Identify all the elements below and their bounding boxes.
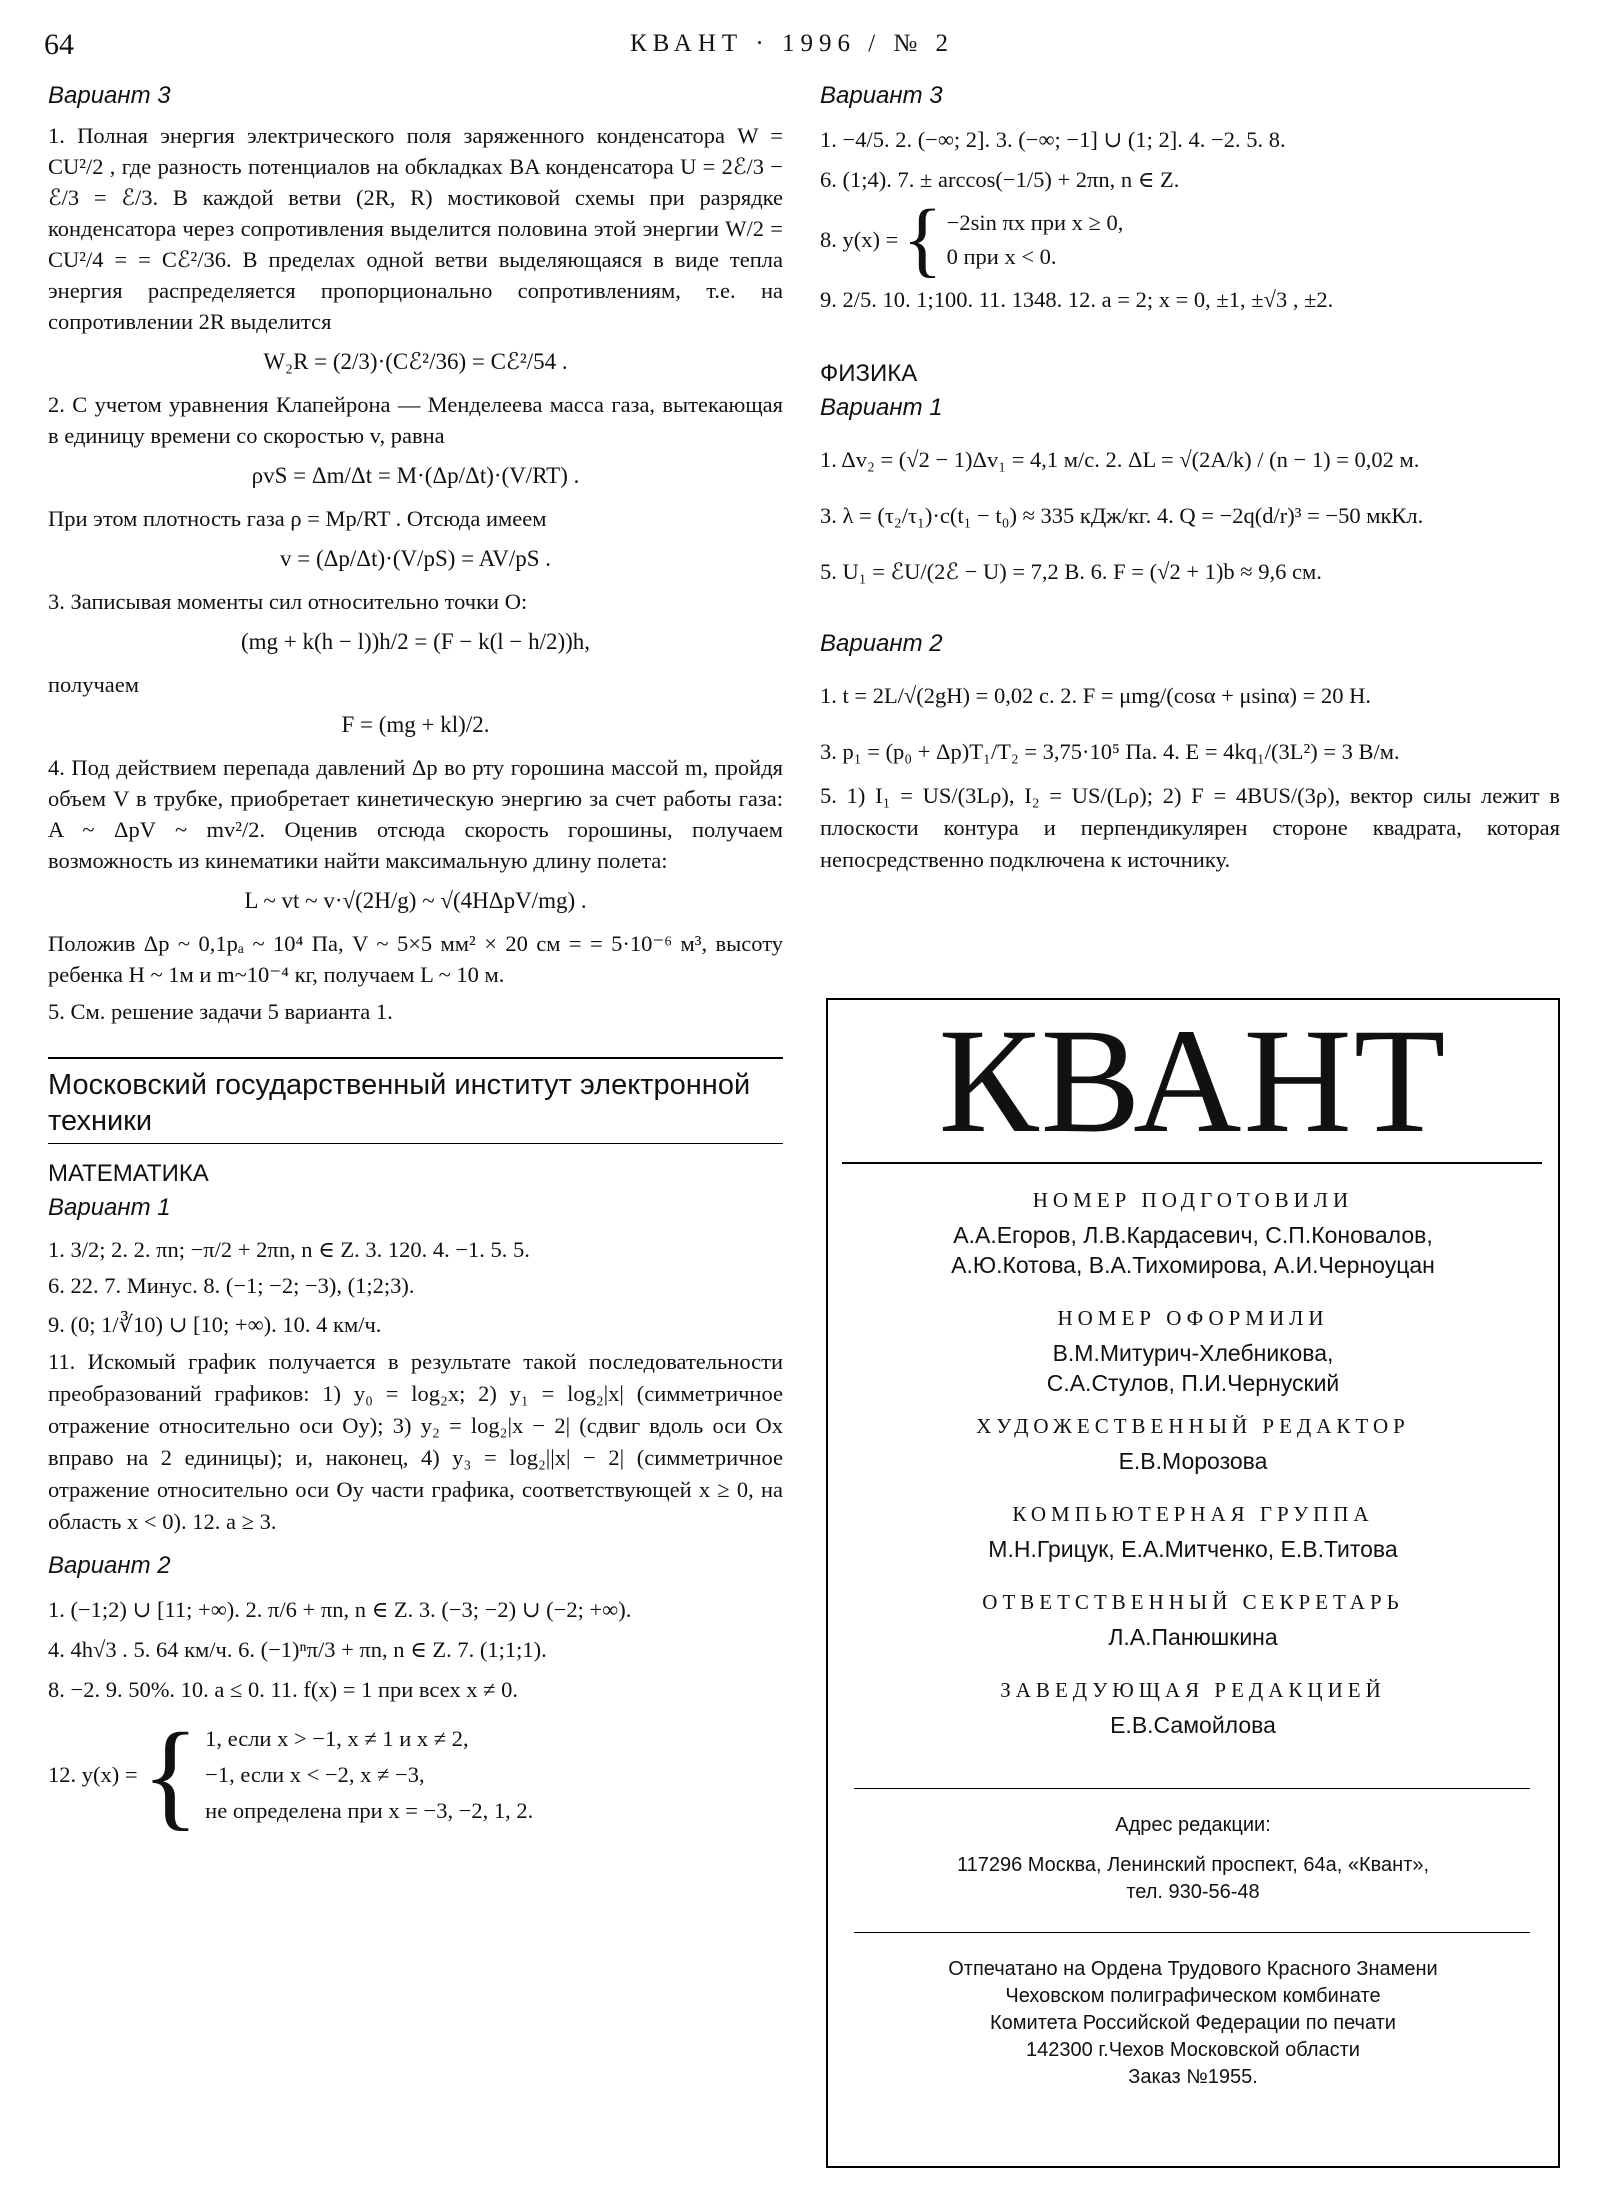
address-top-rule	[854, 1788, 1530, 1789]
kvant-logo: КВАНТ	[938, 998, 1448, 1164]
math-v2-12-case-1: 1, если x > −1, x ≠ 1 и x ≠ 2,	[205, 1726, 469, 1751]
institute-bottom-rule	[48, 1143, 783, 1144]
right-column	[820, 82, 1560, 882]
math-v2-12-case-2: −1, если x < −2, x ≠ −3,	[205, 1762, 425, 1787]
physics-v1-line-3: 5. U₁ = ℰU/(2ℰ − U) = 7,2 В. 6. F = (√2 + 1)b ≈ 9,6 см.	[820, 559, 1322, 584]
formula-moments: (mg + k(h − l))h/2 = (F − k(l − h/2))h,	[240, 629, 591, 654]
address-line-1: 117296 Москва, Ленинский проспект, 64а, «Квант»,	[956, 1854, 1430, 1876]
address-title: Адрес редакции:	[1115, 1814, 1271, 1836]
formula-length: L ~ vt ~ v·√(2H/g) ~ √(4HΔpV/mg) .	[244, 888, 587, 913]
institute-title: Московский государственный институт электронной техники	[48, 1069, 751, 1137]
physics-v2-line-1: 1. t = 2L/√(2gH) = 0,02 с. 2. F = μmg/(cosα + μsinα) = 20 Н.	[820, 683, 1371, 708]
credits-designed-names-1: В.М.Митурич-Хлебникова,	[1052, 1340, 1334, 1366]
math-v3-line-2: 6. (1;4). 7. ± arccos(−1/5) + 2πn, n ∈ Z.	[820, 167, 1180, 192]
math-v2-line-1: 1. (−1;2) ∪ [11; +∞). 2. π/6 + πn, n ∈ Z. 3. (−3; −2) ∪ (−2; +∞).	[48, 1597, 632, 1622]
math-v3-8-label: 8. y(x) =	[820, 227, 899, 252]
math-v3-8-case-1: −2sin πx при x ≥ 0,	[946, 210, 1124, 235]
math-v1-problem-11: 11. Искомый график получается в результате такой последовательности преобразований графиков: 1) y₀ = log₂x; 2) y₁ = log₂|x| (симметричное отражение относительно оси Oy); 3) y₂ = log₂|x − 2| (сдвиг вдоль оси Ox вправо на 2 единицы); и, наконец, 4) y₃ = log₂||x| − 2| (симметричное отражение относительно оси Oy части графика, соответствующей x ≥ 0, на область x < 0). 12. a ≥ 3.	[48, 1349, 783, 1534]
print-line-1: Отпечатано на Ордена Трудового Красного Знамени	[948, 1958, 1438, 1980]
math-variant-3-title: Вариант 3	[820, 82, 943, 109]
logo-rule	[842, 1162, 1542, 1164]
math-v2-12-case-3: не определена при x = −3, −2, 1, 2.	[205, 1798, 534, 1823]
problem-3-result-text: получаем	[48, 672, 139, 697]
formula-w2r: W₂R = (2/3)·(Cℰ²/36) = Cℰ²/54 .	[263, 349, 568, 374]
print-order: Заказ №1955.	[1128, 2066, 1258, 2088]
credits-designed-title: НОМЕР ОФОРМИЛИ	[1057, 1306, 1329, 1330]
credits-designed-names-2: С.А.Стулов, П.И.Чернуский	[1046, 1370, 1340, 1396]
problem-4-estimate-text: Положив Δp ~ 0,1pₐ ~ 10⁴ Па, V ~ 5×5 мм² × 20 см = = 5·10⁻⁶ м³, высоту ребенка H ~ 1м и m~10⁻⁴ кг, получаем L ~ 10 м.	[48, 931, 783, 987]
credits-head-name: Е.В.Самойлова	[1110, 1712, 1276, 1738]
math-v3-problem-8	[820, 193, 1560, 286]
variant-3-title: Вариант 3	[48, 82, 171, 109]
math-v2-12-label: 12. y(x) =	[48, 1762, 138, 1787]
curly-brace: {	[141, 1708, 200, 1841]
math-section-title: МАТЕМАТИКА	[48, 1160, 209, 1187]
credits-computer-group-title: КОМПЬЮТЕРНАЯ ГРУППА	[1012, 1502, 1374, 1526]
address-line-2: тел. 930-56-48	[1126, 1881, 1260, 1903]
math-v2-line-2: 4. 4h√3 . 5. 64 км/ч. 6. (−1)ⁿπ/3 + πn, n ∈ Z. 7. (1;1;1).	[48, 1637, 547, 1662]
math-v3-line-1: 1. −4/5. 2. (−∞; 2]. 3. (−∞; −1] ∪ (1; 2]. 4. −2. 5. 8.	[820, 127, 1286, 152]
math-v2-problem-12	[48, 1708, 783, 1841]
print-line-3: Комитета Российской Федерации по печати	[990, 2012, 1396, 2034]
math-v1-line-3: 9. (0; 1/∛10) ∪ [10; +∞). 10. 4 км/ч.	[48, 1312, 382, 1337]
math-variant-2-title: Вариант 2	[48, 1552, 171, 1579]
math-v3-8-case-2: 0 при x < 0.	[946, 244, 1057, 269]
problem-1-text: 1. Полная энергия электрического поля заряженного конденсатора W = CU²/2 , где разность потенциалов на обкладках BA конденсатора U = 2ℰ/3 − ℰ/3 = ℰ/3. В каждой ветви (2R, R) мостиковой схемы при разрядке конденсатора через сопротивления выделится половина этой энергии W/2 = CU²/4 = = Cℰ²/36. В пределах одной ветви выделяющаяся в виде тепла энергия распределяется пропорционально сопротивлениям, т.е. на сопротивлении 2R выделится	[48, 123, 783, 334]
math-variant-1-title: Вариант 1	[48, 1194, 171, 1221]
credits-prepared-names-2: А.Ю.Котова, В.А.Тихомирова, А.И.Черноуцан	[951, 1252, 1435, 1278]
print-line-2: Чеховском полиграфическом комбинате	[1005, 1985, 1381, 2007]
problem-3-text: 3. Записывая моменты сил относительно точки O:	[48, 589, 528, 614]
credits-computer-group-names: М.Н.Грицук, Е.А.Митченко, Е.В.Титова	[988, 1536, 1398, 1562]
math-v1-line-1: 1. 3/2; 2. 2. πn; −π/2 + 2πn, n ∈ Z. 3. 120. 4. −1. 5. 5.	[48, 1237, 530, 1262]
problem-2-text: 2. С учетом уравнения Клапейрона — Менделеева масса газа, вытекающая в единицу времени со скоростью v, равна	[48, 392, 783, 448]
print-top-rule	[854, 1932, 1530, 1933]
physics-variant-2-title: Вариант 2	[820, 630, 943, 657]
journal-header: КВАНТ · 1996 / № 2	[630, 30, 955, 57]
left-column	[48, 82, 783, 1841]
formula-mass-flow: ρvS = Δm/Δt = M·(Δp/Δt)·(V/RT) .	[251, 463, 580, 488]
credits-prepared-title: НОМЕР ПОДГОТОВИЛИ	[1032, 1188, 1354, 1212]
credits-art-editor-name: Е.В.Морозова	[1118, 1448, 1268, 1474]
math-v1-line-2: 6. 22. 7. Минус. 8. (−1; −2; −3), (1;2;3).	[48, 1273, 415, 1298]
credits-art-editor-title: ХУДОЖЕСТВЕННЫЙ РЕДАКТОР	[976, 1414, 1410, 1438]
credits-head-title: ЗАВЕДУЮЩАЯ РЕДАКЦИЕЙ	[1000, 1678, 1386, 1702]
math-v3-line-4: 9. 2/5. 10. 1;100. 11. 1348. 12. a = 2; x = 0, ±1, ±√3 , ±2.	[820, 287, 1334, 312]
physics-v2-line-2: 3. p₁ = (p₀ + Δp)T₁/T₂ = 3,75·10⁵ Па. 4. E = 4kq₁/(3L²) = 3 В/м.	[820, 739, 1400, 764]
physics-variant-1-title: Вариант 1	[820, 394, 943, 421]
credits-secretary-name: Л.А.Панюшкина	[1108, 1624, 1278, 1650]
formula-velocity: v = (Δp/Δt)·(V/pS) = AV/pS .	[279, 546, 552, 571]
problem-2-density-text: При этом плотность газа ρ = Mp/RT . Отсюда имеем	[48, 506, 547, 531]
credits-prepared-names-1: А.А.Егоров, Л.В.Кардасевич, С.П.Коновалов,	[953, 1222, 1433, 1248]
problem-5-text: 5. См. решение задачи 5 варианта 1.	[48, 999, 393, 1024]
problem-4-text: 4. Под действием перепада давлений Δp во рту горошина массой m, пройдя объем V в трубке, приобретает кинетическую энергию за счет работы газа: A ~ ΔpV ~ mv²/2. Оценив отсюда скорость горошины, получаем возможность из кинематики найти максимальную длину полета:	[48, 755, 783, 873]
print-line-4: 142300 г.Чехов Московской области	[1026, 2039, 1360, 2061]
curly-brace: {	[902, 193, 943, 286]
physics-v2-problem-5: 5. 1) I₁ = US/(3Lρ), I₂ = US/(Lρ); 2) F = 4BUS/(3ρ), вектор силы лежит в плоскости контура и перпендикулярен стороне квадрата, которая непосредственно подключена к источнику.	[820, 783, 1560, 872]
physics-v1-line-1: 1. Δv₂ = (√2 − 1)Δv₁ = 4,1 м/с. 2. ΔL = √(2A/k) / (n − 1) = 0,02 м.	[820, 447, 1420, 472]
credits-secretary-title: ОТВЕТСТВЕННЫЙ СЕКРЕТАРЬ	[982, 1590, 1404, 1614]
institute-top-rule	[48, 1057, 783, 1059]
editorial-box	[826, 998, 1560, 2168]
formula-force: F = (mg + kl)/2.	[341, 712, 490, 737]
math-v2-line-3: 8. −2. 9. 50%. 10. a ≤ 0. 11. f(x) = 1 при всех x ≠ 0.	[48, 1677, 518, 1702]
page-number: 64	[44, 28, 74, 61]
physics-v1-line-2: 3. λ = (τ₂/τ₁)·c(t₁ − t₀) ≈ 335 кДж/кг. 4. Q = −2q(d/r)³ = −50 мкКл.	[820, 503, 1424, 528]
physics-section-title: ФИЗИКА	[820, 360, 918, 387]
